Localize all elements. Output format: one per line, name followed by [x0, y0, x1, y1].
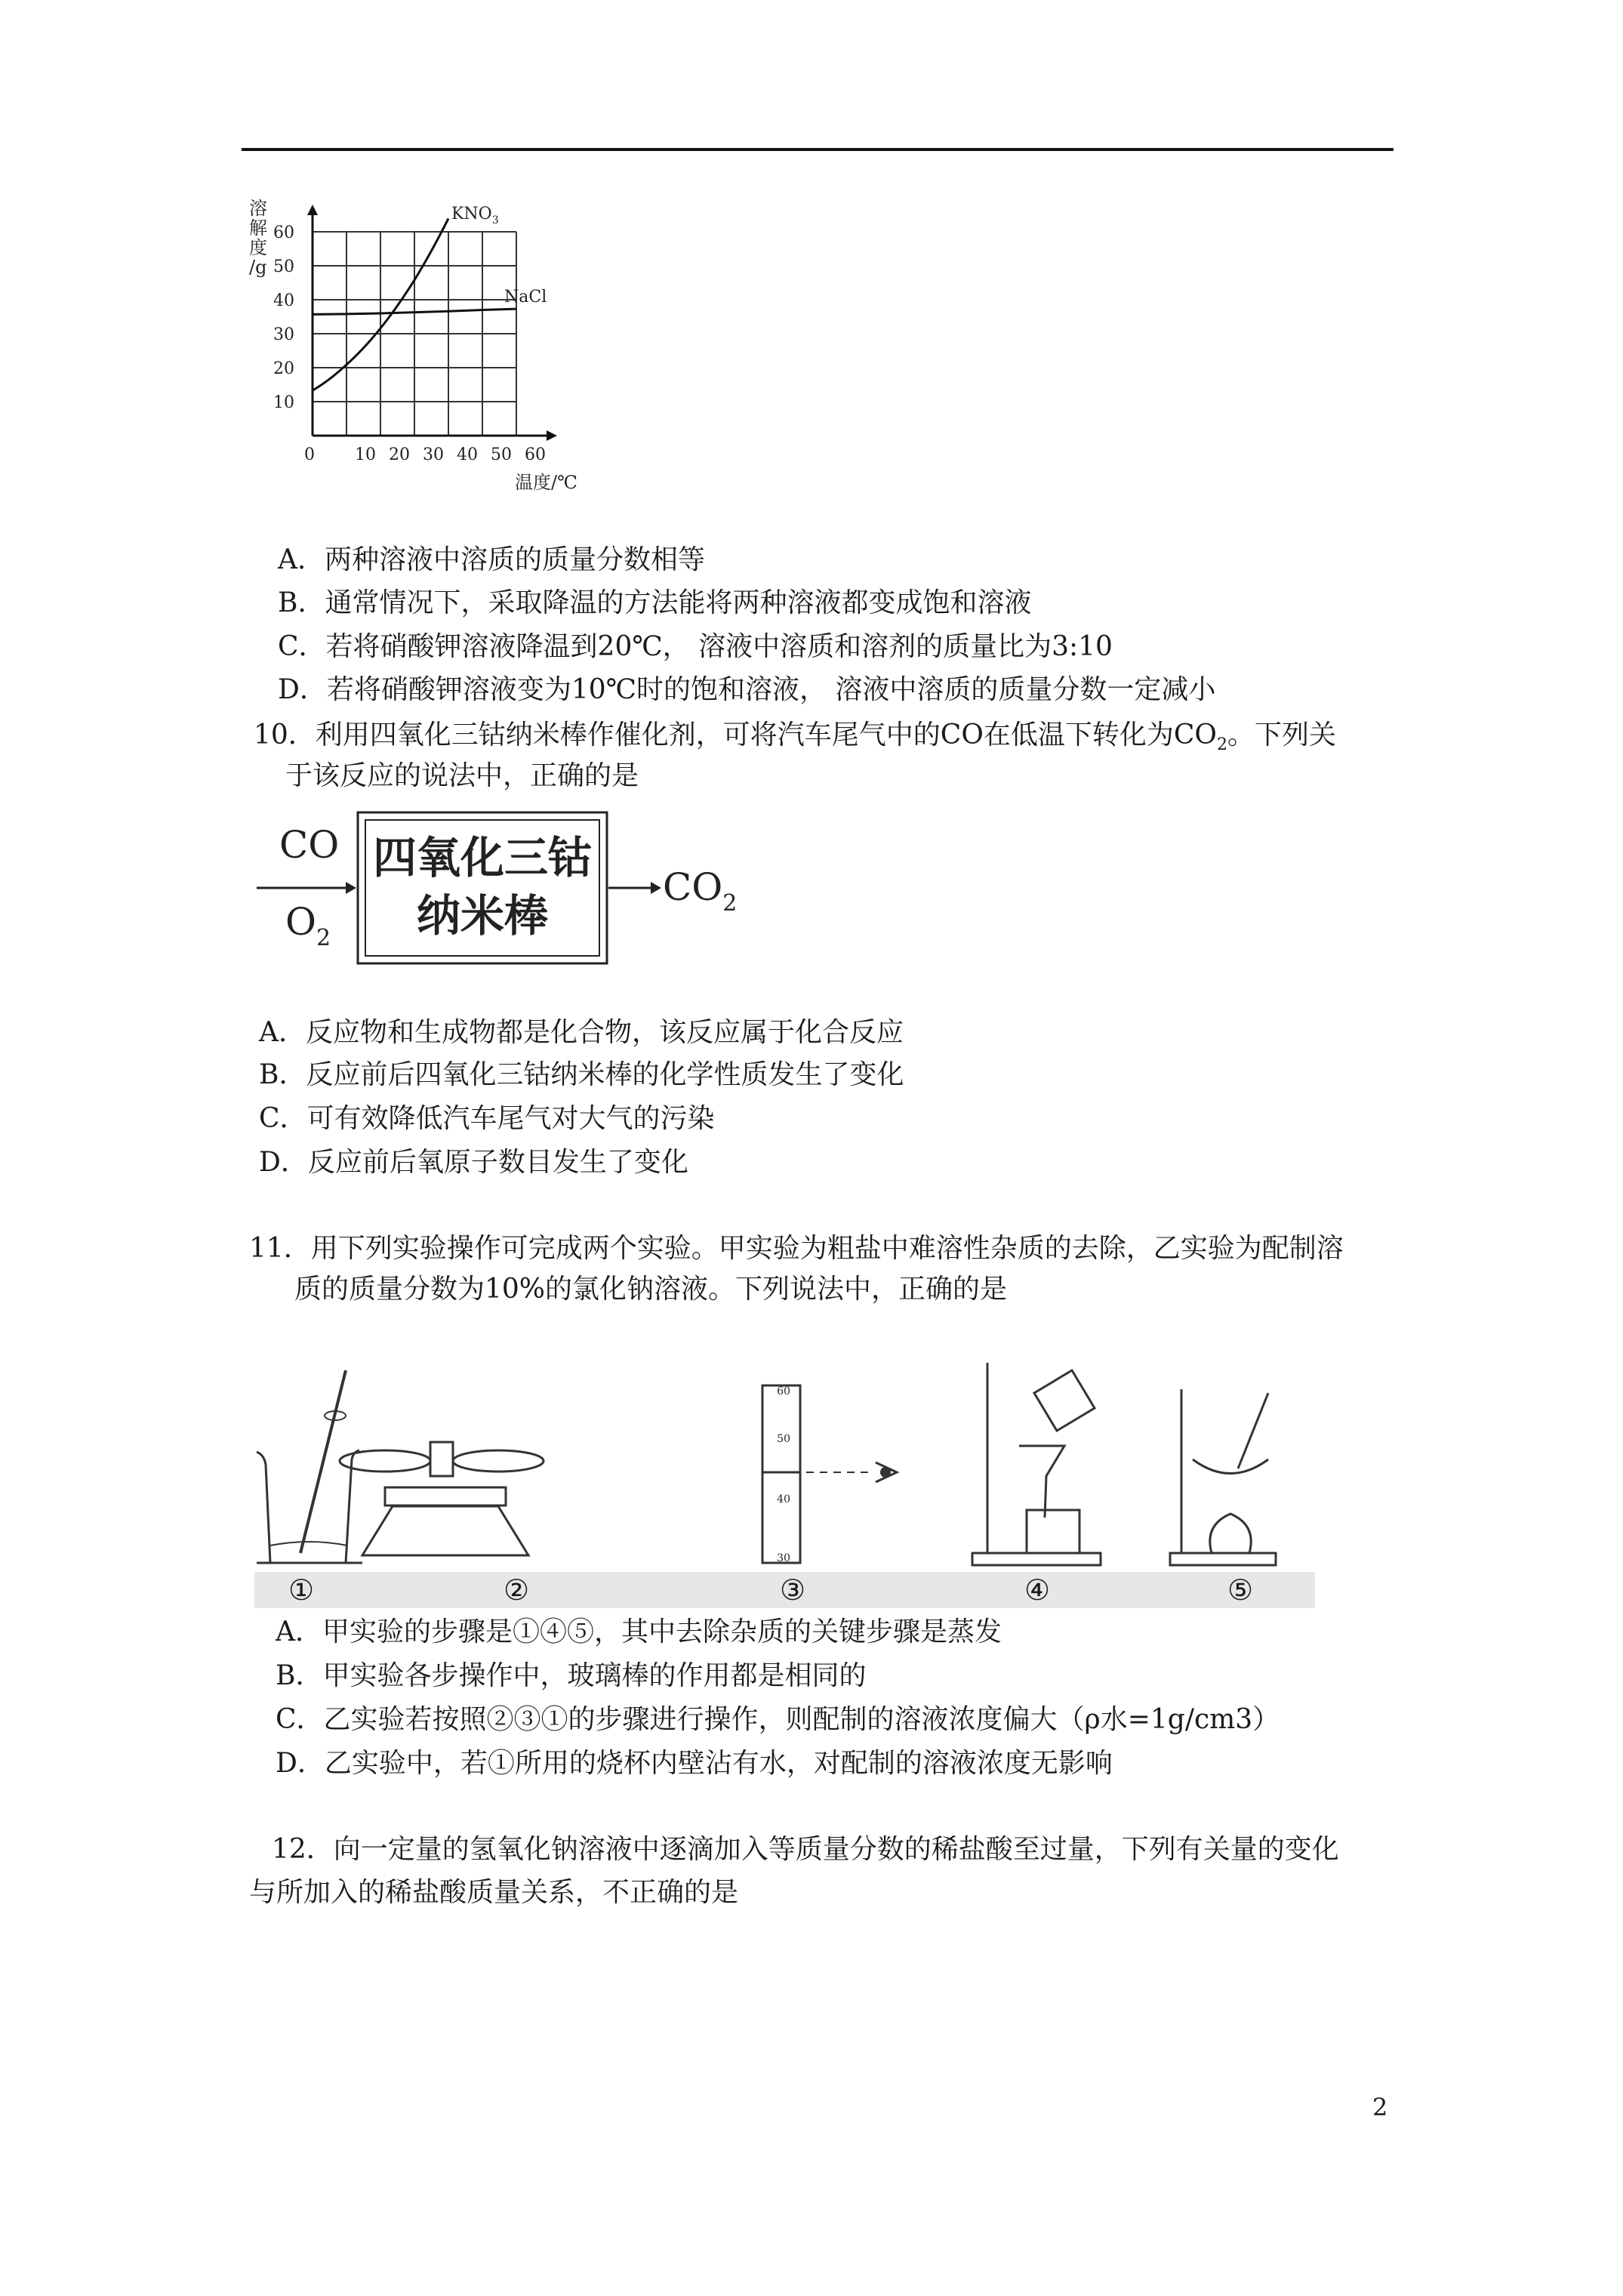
q11-option-a: A．甲实验的步骤是①④⑤，其中去除杂质的关键步骤是蒸发	[276, 1616, 1002, 1647]
balance-pointer	[430, 1442, 453, 1476]
beaker-body	[257, 1450, 359, 1563]
alcohol-lamp	[1210, 1514, 1251, 1553]
q9-option-a: A．两种溶液中溶质的质量分数相等	[278, 544, 705, 575]
cylinder-tick-label: 40	[777, 1493, 790, 1505]
graduated-cylinder-apparatus	[762, 1385, 897, 1563]
left-pan	[340, 1450, 430, 1472]
q10-stem-text: 10．利用四氧化三钴纳米棒作催化剂，可将汽车尾气中的CO在低温下转化为CO	[254, 720, 1217, 750]
cylinder-tick-label: 30	[777, 1552, 790, 1564]
q10-option-b: B．反应前后四氧化三钴纳米棒的化学性质发生了变化	[259, 1059, 904, 1090]
catalyst-label-line1: 四氧化三钴	[372, 832, 593, 883]
iron-stand-base-4	[972, 1553, 1101, 1565]
product-co2	[663, 865, 737, 917]
origin-label: 0	[304, 445, 315, 464]
q10-option-c: C．可有效降低汽车尾气对大气的污染	[259, 1103, 715, 1134]
q12-stem-line1: 12．向一定量的氢氧化钠溶液中逐滴加入等质量分数的稀盐酸至过量，下列有关量的变化	[272, 1834, 1339, 1865]
q10-stem-sub: 2	[1216, 735, 1227, 755]
filtration-apparatus	[972, 1363, 1101, 1565]
x-tick-label: 50	[491, 445, 512, 464]
x-axis-arrow	[547, 430, 557, 441]
balance-base	[362, 1506, 528, 1555]
header-rule	[242, 148, 1394, 151]
q9-option-b: B．通常情况下，采取降温的方法能将两种溶液都变成饱和溶液	[278, 587, 1032, 618]
y-tick-label: 50	[273, 257, 294, 276]
q10-stem-line1	[254, 717, 1336, 763]
y-tick-label: 40	[273, 291, 294, 310]
x-tick-label: 30	[423, 445, 444, 464]
evaporating-dish	[1193, 1459, 1268, 1474]
balance-apparatus	[340, 1442, 544, 1555]
cylinder-body	[762, 1385, 800, 1563]
cylinder-ticks	[777, 1385, 790, 1564]
y-axis-arrow	[307, 205, 318, 215]
apparatus-label-3: ③	[780, 1573, 806, 1607]
kno3-label-text: KNO	[451, 205, 492, 223]
reactant-co: CO	[279, 823, 340, 867]
product-co2-sub: 2	[722, 890, 738, 917]
y-axis-label-char: /g	[249, 257, 267, 278]
stirring-rod-5	[1238, 1393, 1268, 1469]
evaporation-apparatus	[1170, 1389, 1276, 1565]
product-co2-text: CO	[663, 865, 723, 909]
q10-option-d: D．反应前后氧原子数目发生了变化	[259, 1147, 688, 1178]
cylinder-tick-label: 50	[777, 1433, 790, 1445]
y-tick-label: 20	[273, 359, 294, 378]
page-number: 2	[1372, 2093, 1388, 2122]
reactant-o2-sub: 2	[316, 925, 331, 951]
q11-stem-line2: 质的质量分数为10%的氯化钠溶液。下列说法中，正确的是	[294, 1274, 1008, 1305]
q10-stem-tail: 。下列关	[1227, 720, 1336, 750]
beaker-liquid	[270, 1542, 347, 1546]
y-axis-label-char: 溶	[249, 198, 267, 219]
output-arrowhead	[651, 882, 661, 894]
x-tick-labels	[355, 445, 546, 464]
y-tick-label: 30	[273, 325, 294, 344]
q9-option-c: C．若将硝酸钾溶液降温到20℃， 溶液中溶质和溶剂的质量比为3:10	[278, 631, 1113, 662]
q11-option-c: C．乙实验若按照②③①的步骤进行操作，则配制的溶液浓度偏大（ρ水=1g/cm3）	[276, 1704, 1280, 1735]
y-axis-label-char: 解	[249, 217, 267, 239]
cylinder-tick-label: 60	[777, 1385, 790, 1398]
apparatus-figure	[249, 1355, 1321, 1570]
y-axis-label-char: 度	[249, 237, 267, 258]
catalyst-label-line2: 纳米棒	[416, 890, 549, 942]
apparatus-label-5: ⑤	[1227, 1573, 1254, 1607]
x-tick-label: 40	[457, 445, 478, 464]
kno3-label-sub: 3	[491, 214, 499, 227]
solubility-chart	[242, 198, 604, 504]
apparatus-label-1: ①	[288, 1573, 315, 1607]
reaction-diagram	[249, 806, 747, 976]
pouring-beaker	[1034, 1370, 1095, 1431]
apparatus-label-2: ②	[504, 1573, 530, 1607]
right-pan	[453, 1450, 544, 1472]
funnel	[1019, 1446, 1064, 1518]
q9-option-d: D．若将硝酸钾溶液变为10℃时的饱和溶液， 溶液中溶质的质量分数一定减小	[278, 674, 1216, 705]
q11-option-d: D．乙实验中，若①所用的烧杯内壁沾有水，对配制的溶液浓度无影响	[276, 1748, 1113, 1779]
chart-grid	[313, 232, 516, 436]
input-arrowhead	[346, 882, 356, 894]
nacl-label: NaCl	[504, 288, 547, 307]
x-tick-label: 60	[525, 445, 546, 464]
chart-axes	[307, 205, 557, 441]
balance-slider	[385, 1487, 506, 1505]
reactant-o2	[285, 900, 331, 951]
y-axis-label	[249, 198, 267, 278]
x-tick-label: 10	[355, 445, 376, 464]
y-tick-labels	[273, 223, 294, 412]
x-tick-label: 20	[389, 445, 410, 464]
q11-stem-line1: 11．用下列实验操作可完成两个实验。甲实验为粗盐中难溶性杂质的去除，乙实验为配制溶	[249, 1233, 1344, 1264]
y-tick-label: 10	[273, 393, 294, 412]
q10-stem-line2: 于该反应的说法中，正确的是	[285, 760, 639, 791]
apparatus-label-4: ④	[1024, 1573, 1051, 1607]
x-axis-label: 温度/℃	[515, 472, 577, 493]
q12-stem-line2: 与所加入的稀盐酸质量关系，不正确的是	[249, 1877, 739, 1908]
reactant-o2-text: O	[285, 900, 316, 944]
receiving-beaker	[1027, 1510, 1079, 1553]
y-tick-label: 60	[273, 223, 294, 242]
iron-stand-base-5	[1170, 1553, 1276, 1565]
kno3-label	[451, 205, 499, 227]
q10-option-a: A．反应物和生成物都是化合物，该反应属于化合反应	[259, 1017, 904, 1048]
q11-option-b: B．甲实验各步操作中，玻璃棒的作用都是相同的	[276, 1660, 867, 1691]
eye-pupil	[880, 1467, 891, 1478]
